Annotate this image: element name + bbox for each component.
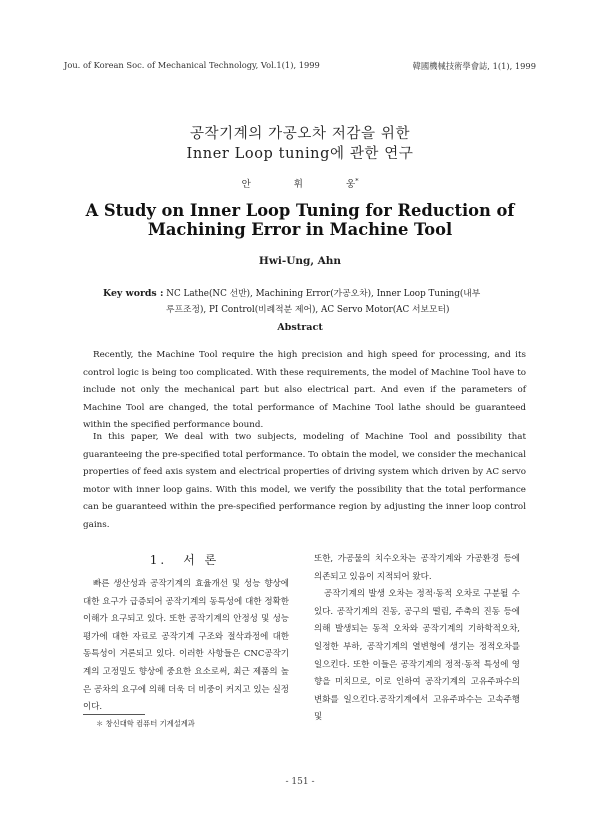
keywords-line-2: 루프조정), PI Control(비례적분 제어), AC Servo Motor(AC 서보모터) bbox=[166, 305, 450, 315]
keywords-line-1: NC Lathe(NC 선반), Machining Error(가공오차), Inner Loop Tuning(내부 bbox=[166, 289, 481, 299]
section-number: 1. bbox=[149, 553, 168, 567]
intro-paragraph-1: 빠른 생산성과 공작기계의 효율개선 및 성능 향상에 대한 요구가 급증되어 공작기계의 동특성에 대한 정확한 이해가 요구되고 있다. 또한 공작기계의 안정성 및 성능평가에 대한 자료로 공작기계 구조와 절삭과정에 대한 동특성이 거론되고 있다. 이러한 사항들은 CNC공작기계의 고정밀도 향상에 중요한 요소로써, 최근 제품의 높은 공차의 요구에 의해 더욱 더 비중이 커지고 있는 실정이다. bbox=[83, 579, 289, 713]
abstract-paragraph-1: Recently, the Machine Tool require the high precision and high speed for processing, and its control logic is being too complicated. With these requirements, the model of Machine Tool have to include not only the mechanical part but also electrical part. And even if the parameters of Machine Tool are changed, the total performance of Machine Tool lathe should be guaranteed within the specified performance bound. bbox=[83, 350, 526, 431]
footnote-divider bbox=[83, 714, 145, 715]
journal-header-left: Jou. of Korean Soc. of Mechanical Technology, Vol.1(1), 1999 bbox=[64, 60, 320, 70]
abstract-heading: Abstract bbox=[277, 322, 323, 333]
keywords bbox=[103, 286, 543, 318]
intro-paragraph-continued: 또한, 가공물의 치수오차는 공작기계와 가공환경 등에 의존되고 있음이 지적되어 왔다. bbox=[314, 554, 520, 582]
korean-author bbox=[0, 176, 600, 190]
author-char-2: 휘 bbox=[293, 179, 303, 190]
english-title-line-1: A Study on Inner Loop Tuning for Reduction of bbox=[85, 201, 515, 220]
journal-header-right: 韓國機械技術學會誌, 1(1), 1999 bbox=[412, 61, 536, 71]
footnote: ＊ 창신대학 컴퓨터 기계설계과 bbox=[96, 719, 195, 728]
page-number: - 151 - bbox=[285, 777, 315, 787]
korean-title-line-2: Inner Loop tuning에 관한 연구 bbox=[186, 146, 414, 162]
author-char-1: 안 bbox=[241, 179, 251, 190]
english-title-line-2: Machining Error in Machine Tool bbox=[147, 220, 453, 239]
affiliation-mark: * bbox=[355, 176, 359, 185]
abstract-paragraph-2: In this paper, We deal with two subjects, modeling of Machine Tool and possibility that guaranteeing the pre-specified total performance. To obtain the model, we consider the mechanical properties of feed axis system and electrical properties of driving system which driven by AC servo motor with inner loop gains. With this model, we verify the possibility that the total performance can be guaranteed within the pre-specified performance region by adjusting the inner loop control gains. bbox=[83, 432, 526, 530]
body-column-right bbox=[314, 551, 520, 727]
english-author: Hwi-Ung, Ahn bbox=[258, 255, 342, 267]
intro-paragraph-2: 공작기계의 발생 오차는 정적·동적 오차로 구분될 수 있다. 공작기계의 진동, 공구의 떨림, 주축의 진동 등에 의해 발생되는 동적 오차와 공작기계의 기하학적오차, 일정한 부하, 공작기계의 열변형에 생기는 정적오차를 일으킨다. 또한 이들은 공작기계의 정적·동적 특성에 영향을 미치므로, 이로 인하여 공작기계의 고유주파수의 변화를 일으킨다.공작기계에서 고유주파수는 고속주행 및 bbox=[314, 589, 520, 723]
section-heading bbox=[83, 551, 286, 568]
keywords-label: Key words : bbox=[103, 288, 164, 299]
korean-title-line-1: 공작기계의 가공오차 저감을 위한 bbox=[189, 126, 411, 142]
author-char-3: 웅* bbox=[346, 176, 359, 190]
body-column-left bbox=[83, 576, 289, 717]
section-title: 서 론 bbox=[183, 553, 220, 567]
